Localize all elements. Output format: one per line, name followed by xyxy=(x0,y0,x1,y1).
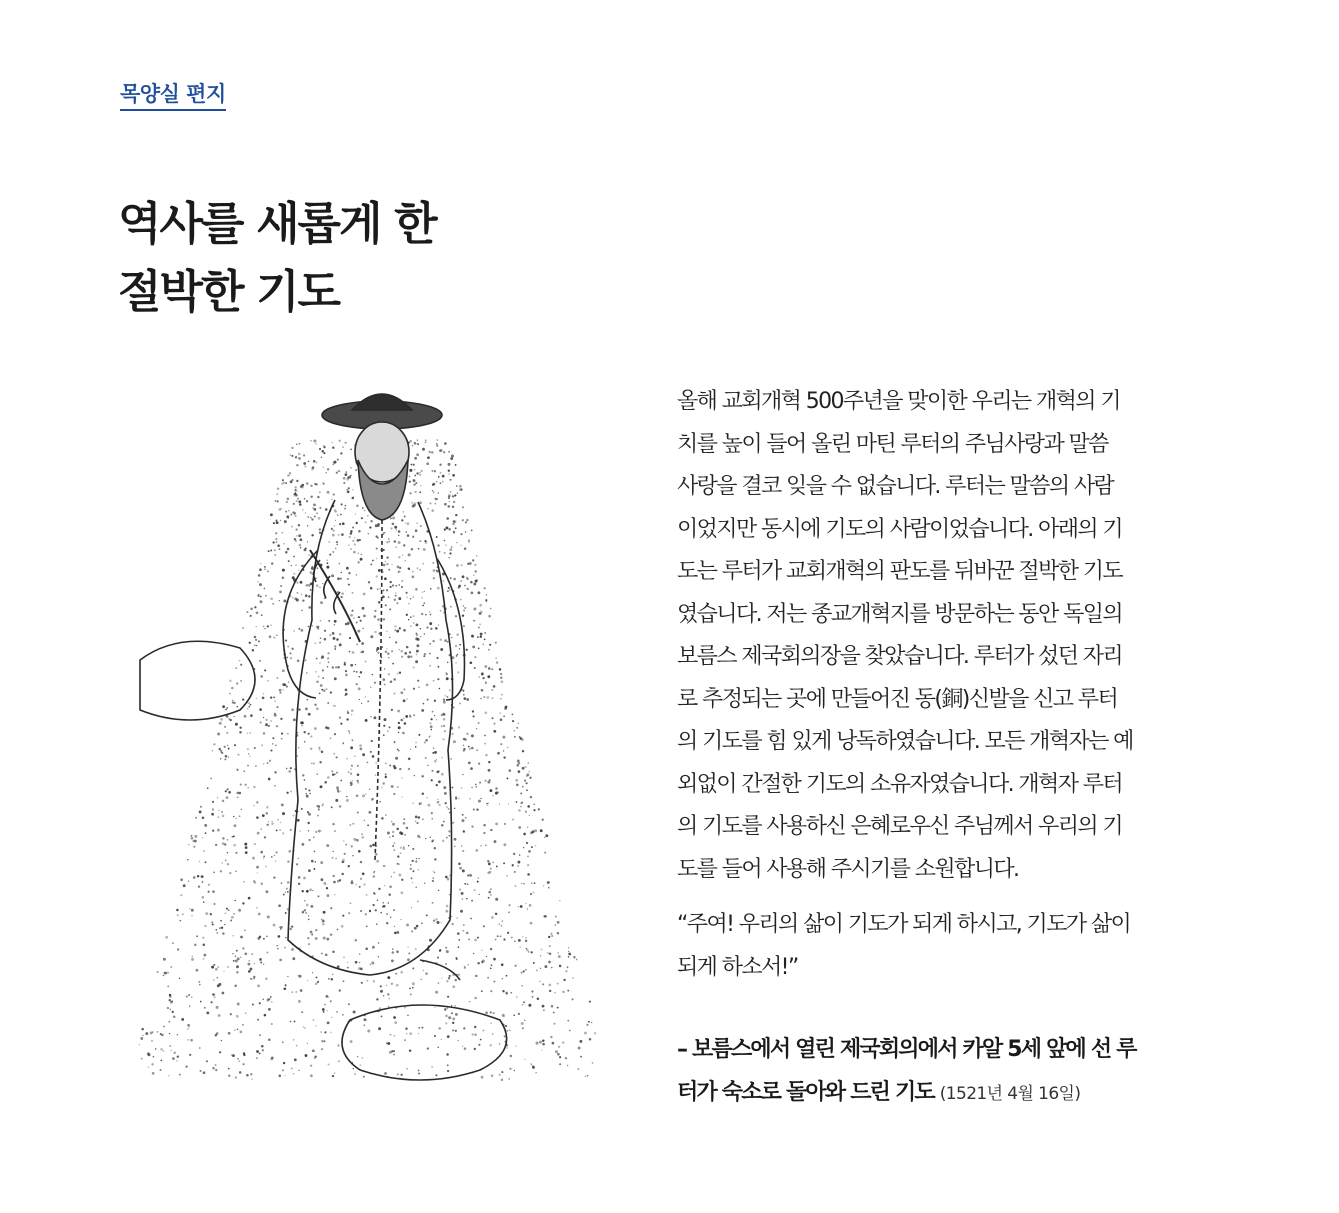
source-line: – 보름스에서 열린 제국회의에서 카알 5세 앞에 선 루 xyxy=(677,1037,1136,1062)
body-line: 이었지만 동시에 기도의 사람이었습니다. 아래의 기 xyxy=(677,516,1123,542)
body-line: 치를 높이 들어 올린 마틴 루터의 주님사랑과 말씀 xyxy=(677,431,1108,457)
section-label: 목양실 편지 xyxy=(120,78,226,111)
body-line: 로 추정되는 곳에 만들어진 동(銅)신발을 신고 루터 xyxy=(677,686,1118,712)
body-line: 의 기도를 힘 있게 낭독하였습니다. 모든 개혁자는 예 xyxy=(677,729,1133,754)
body-line: 보름스 제국회의장을 찾았습니다. 루터가 섰던 자리 xyxy=(677,644,1123,669)
body-line: 사랑을 결코 잊을 수 없습니다. 루터는 말씀의 사람 xyxy=(677,474,1114,499)
body-paragraph xyxy=(677,381,1197,891)
quote-line: “주여! 우리의 삶이 기도가 되게 하시고, 기도가 삶이 xyxy=(677,912,1131,937)
body-line: 의 기도를 사용하신 은혜로우신 주님께서 우리의 기 xyxy=(677,814,1123,839)
quote-source xyxy=(677,1029,1197,1115)
title-line: 역사를 새롭게 한 xyxy=(118,197,436,250)
body-line: 올해 교회개혁 500주년을 맞이한 우리는 개혁의 기 xyxy=(677,389,1120,414)
title-line: 절박한 기도 xyxy=(118,265,340,318)
body-line: 도는 루터가 교회개혁의 판도를 뒤바꾼 절박한 기도 xyxy=(677,559,1123,584)
page-title xyxy=(118,190,436,326)
body-line: 외없이 간절한 기도의 소유자였습니다. 개혁자 루터 xyxy=(677,771,1123,797)
quote-line: 되게 하소서!” xyxy=(677,954,798,980)
source-line-text: 터가 숙소로 돌아와 드린 기도 xyxy=(677,1079,934,1105)
body-line: 였습니다. 저는 종교개혁지를 방문하는 동안 독일의 xyxy=(677,601,1123,627)
dotted-portrait-illustration xyxy=(120,380,620,1100)
source-date: (1521년 4월 16일) xyxy=(939,1083,1081,1104)
source-line xyxy=(677,1072,1197,1116)
body-line: 도를 들어 사용해 주시기를 소원합니다. xyxy=(677,856,1019,882)
prayer-quote xyxy=(677,904,1197,989)
